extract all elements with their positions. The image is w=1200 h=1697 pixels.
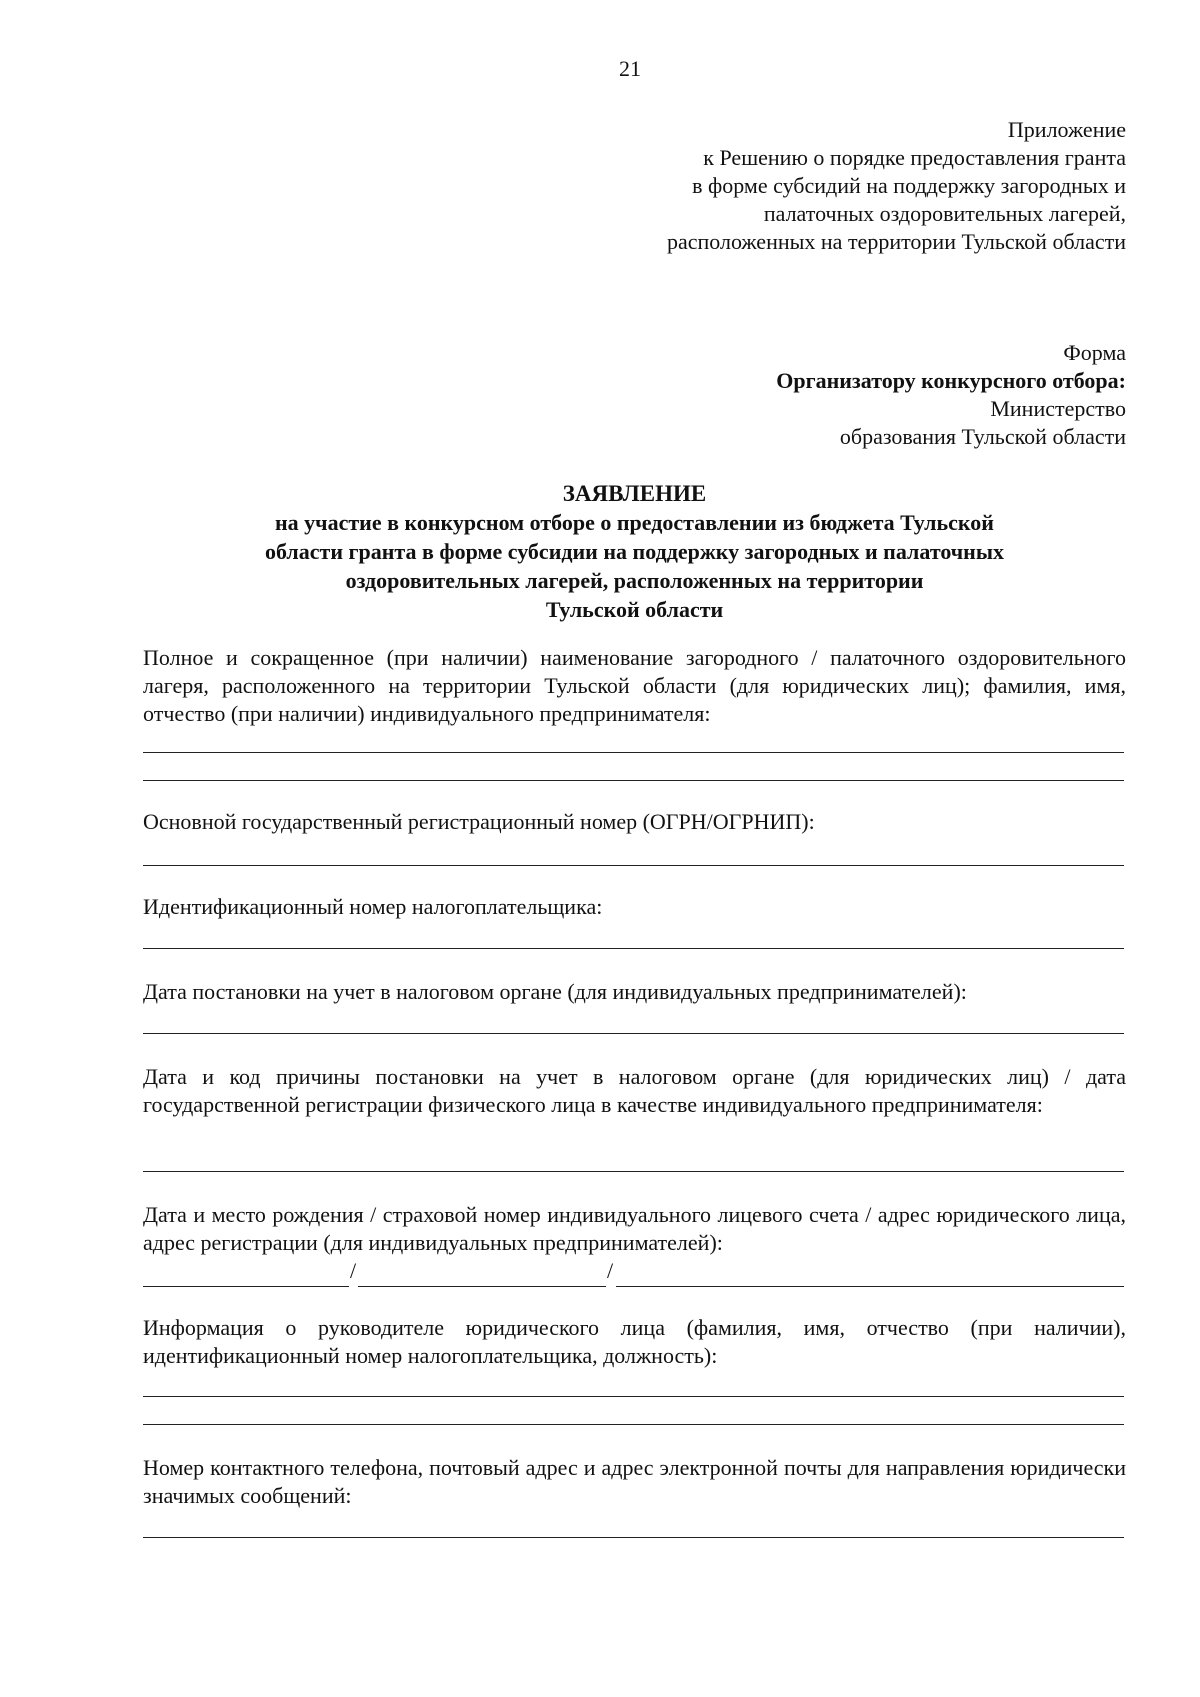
separator-slash: / (350, 1258, 357, 1283)
fill-line-snils[interactable] (358, 1286, 606, 1287)
fill-line-contacts[interactable] (143, 1537, 1124, 1538)
fill-line-inn[interactable] (143, 948, 1124, 949)
fill-line-kpp[interactable] (143, 1171, 1124, 1172)
field-label-contacts: Номер контактного телефона, почтовый адрес и адрес электронной почты для направления юридически значимых сообщений: (143, 1455, 1126, 1508)
document-title (143, 479, 1126, 624)
fill-line-ogrn[interactable] (143, 865, 1124, 866)
fill-line-head-info-2[interactable] (143, 1424, 1124, 1425)
appendix-line: расположенных на территории Тульской области (666, 229, 1126, 254)
title-sub-line: на участие в конкурсном отборе о предоставлении из бюджета Тульской (275, 510, 994, 535)
appendix-line: палаточных оздоровительных лагерей, (763, 201, 1126, 226)
field-label-birth-address: Дата и место рождения / страховой номер индивидуального лицевого счета / адрес юридического лица, адрес регистрации (для индивидуальных предпринимателей): (143, 1202, 1126, 1255)
title-main: ЗАЯВЛЕНИЕ (562, 481, 707, 506)
organizer-label: Организатору конкурсного отбора: (776, 368, 1126, 393)
fill-line-name-1[interactable] (143, 752, 1124, 753)
fill-line-tax-registration-date[interactable] (143, 1033, 1124, 1034)
fill-line-name-2[interactable] (143, 780, 1124, 781)
title-sub-line: Тульской области (545, 597, 724, 622)
appendix-line: в форме субсидий на поддержку загородных и (692, 173, 1126, 198)
appendix-line: Приложение (1007, 117, 1126, 142)
field-label-kpp: Дата и код причины постановки на учет в налоговом органе (для юридических лиц) / дата государственной регистрации физического лица в качестве индивидуального предпринимателя: (143, 1064, 1126, 1117)
field-label-head-info: Информация о руководителе юридического лица (фамилия, имя, отчество (при наличии), идентификационный номер налогоплательщика, должность): (143, 1315, 1126, 1368)
title-sub-line: оздоровительных лагерей, расположенных на территории (345, 568, 924, 593)
fill-line-address[interactable] (616, 1286, 1124, 1287)
addressee-block (776, 339, 1126, 451)
separator-slash: / (607, 1258, 614, 1283)
fill-line-head-info-1[interactable] (143, 1396, 1124, 1397)
ministry-line: образования Тульской области (839, 424, 1126, 449)
field-label-name: Полное и сокращенное (при наличии) наименование загородного / палаточного оздоровительного лагеря, расположенного на территории Тульской области (для юридических лиц); фамилия, имя, отчество (при наличии) индивидуального предпринимателя: (143, 645, 1126, 726)
form-label: Форма (1063, 340, 1126, 365)
appendix-line: к Решению о порядке предоставления гранта (703, 145, 1126, 170)
field-label-tax-registration-date: Дата постановки на учет в налоговом органе (для индивидуальных предпринимателей): (143, 979, 967, 1004)
page-number: 21 (619, 56, 641, 81)
ministry-line: Министерство (990, 396, 1126, 421)
title-sub-line: области гранта в форме субсидии на поддержку загородных и палаточных (264, 539, 1005, 564)
appendix-header (667, 116, 1126, 256)
fill-line-birth-date[interactable] (143, 1286, 349, 1287)
field-label-inn: Идентификационный номер налогоплательщика: (143, 894, 603, 919)
field-label-ogrn: Основной государственный регистрационный номер (ОГРН/ОГРНИП): (143, 809, 815, 834)
